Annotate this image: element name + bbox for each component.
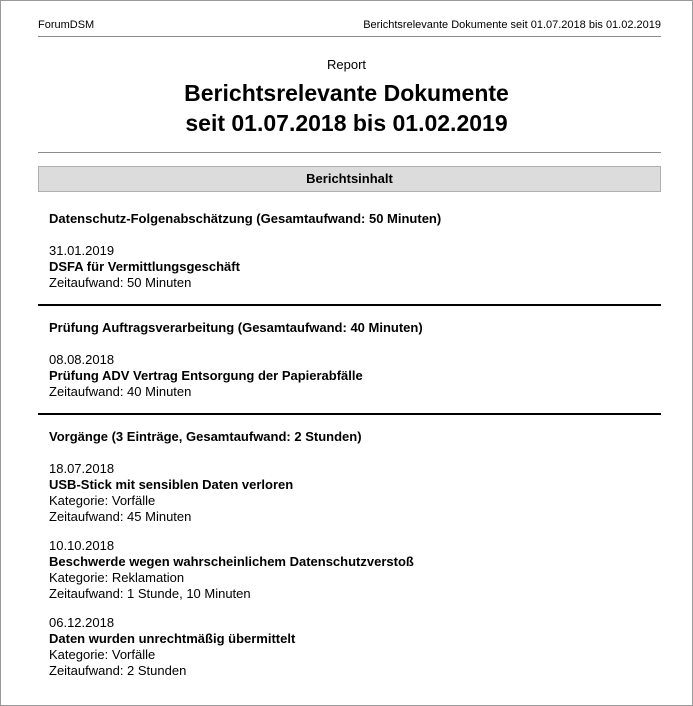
entry-category: Kategorie: Vorfälle <box>49 647 156 662</box>
entry-effort: Zeitaufwand: 2 Stunden <box>49 663 187 678</box>
entry-effort: Zeitaufwand: 40 Minuten <box>49 384 192 399</box>
group-title: Prüfung Auftragsverarbeitung (Gesamtaufwand: 40 Minuten) <box>49 320 423 335</box>
entry-title: Prüfung ADV Vertrag Entsorgung der Papierabfälle <box>49 368 363 383</box>
list-item <box>49 243 661 291</box>
entry-title: DSFA für Vermittlungsgeschäft <box>49 259 240 274</box>
group-vorgaenge <box>49 429 661 679</box>
group-dsfa <box>49 211 661 291</box>
entry-date: 31.01.2019 <box>49 243 115 258</box>
entry-date: 08.08.2018 <box>49 352 115 367</box>
entry-title: USB-Stick mit sensiblen Daten verloren <box>49 477 294 492</box>
group-title: Vorgänge (3 Einträge, Gesamtaufwand: 2 Stunden) <box>49 429 362 444</box>
list-item <box>49 352 661 400</box>
app-name: ForumDSM <box>38 19 95 31</box>
entry-title: Daten wurden unrechtmäßig übermittelt <box>49 631 296 646</box>
list-item <box>49 538 661 602</box>
entry-effort: Zeitaufwand: 50 Minuten <box>49 275 192 290</box>
report-label: Report <box>326 57 367 72</box>
entry-effort: Zeitaufwand: 1 Stunde, 10 Minuten <box>49 586 251 601</box>
entry-effort: Zeitaufwand: 45 Minuten <box>49 509 192 524</box>
page-title <box>1 78 692 138</box>
entry-date: 06.12.2018 <box>49 615 115 630</box>
group-divider <box>38 304 661 306</box>
entry-category: Kategorie: Reklamation <box>49 570 185 585</box>
title-line-2: seit 01.07.2018 bis 01.02.2019 <box>185 110 508 136</box>
group-divider <box>38 413 661 415</box>
group-auftragsverarbeitung <box>49 320 661 400</box>
entry-date: 10.10.2018 <box>49 538 115 553</box>
page-header <box>38 17 661 33</box>
list-item <box>49 461 661 525</box>
section-header: Berichtsinhalt <box>38 166 661 192</box>
group-title: Datenschutz-Folgenabschätzung (Gesamtaufwand: 50 Minuten) <box>49 211 442 226</box>
entry-title: Beschwerde wegen wahrscheinlichem Datenschutzverstoß <box>49 554 414 569</box>
header-divider <box>38 36 661 37</box>
report-content <box>49 211 661 679</box>
entry-date: 18.07.2018 <box>49 461 115 476</box>
header-doc-title: Berichtsrelevante Dokumente seit 01.07.2018 bis 01.02.2019 <box>363 19 661 31</box>
entry-category: Kategorie: Vorfälle <box>49 493 156 508</box>
title-line-1: Berichtsrelevante Dokumente <box>184 80 509 106</box>
list-item <box>49 615 661 679</box>
title-divider <box>38 152 661 153</box>
